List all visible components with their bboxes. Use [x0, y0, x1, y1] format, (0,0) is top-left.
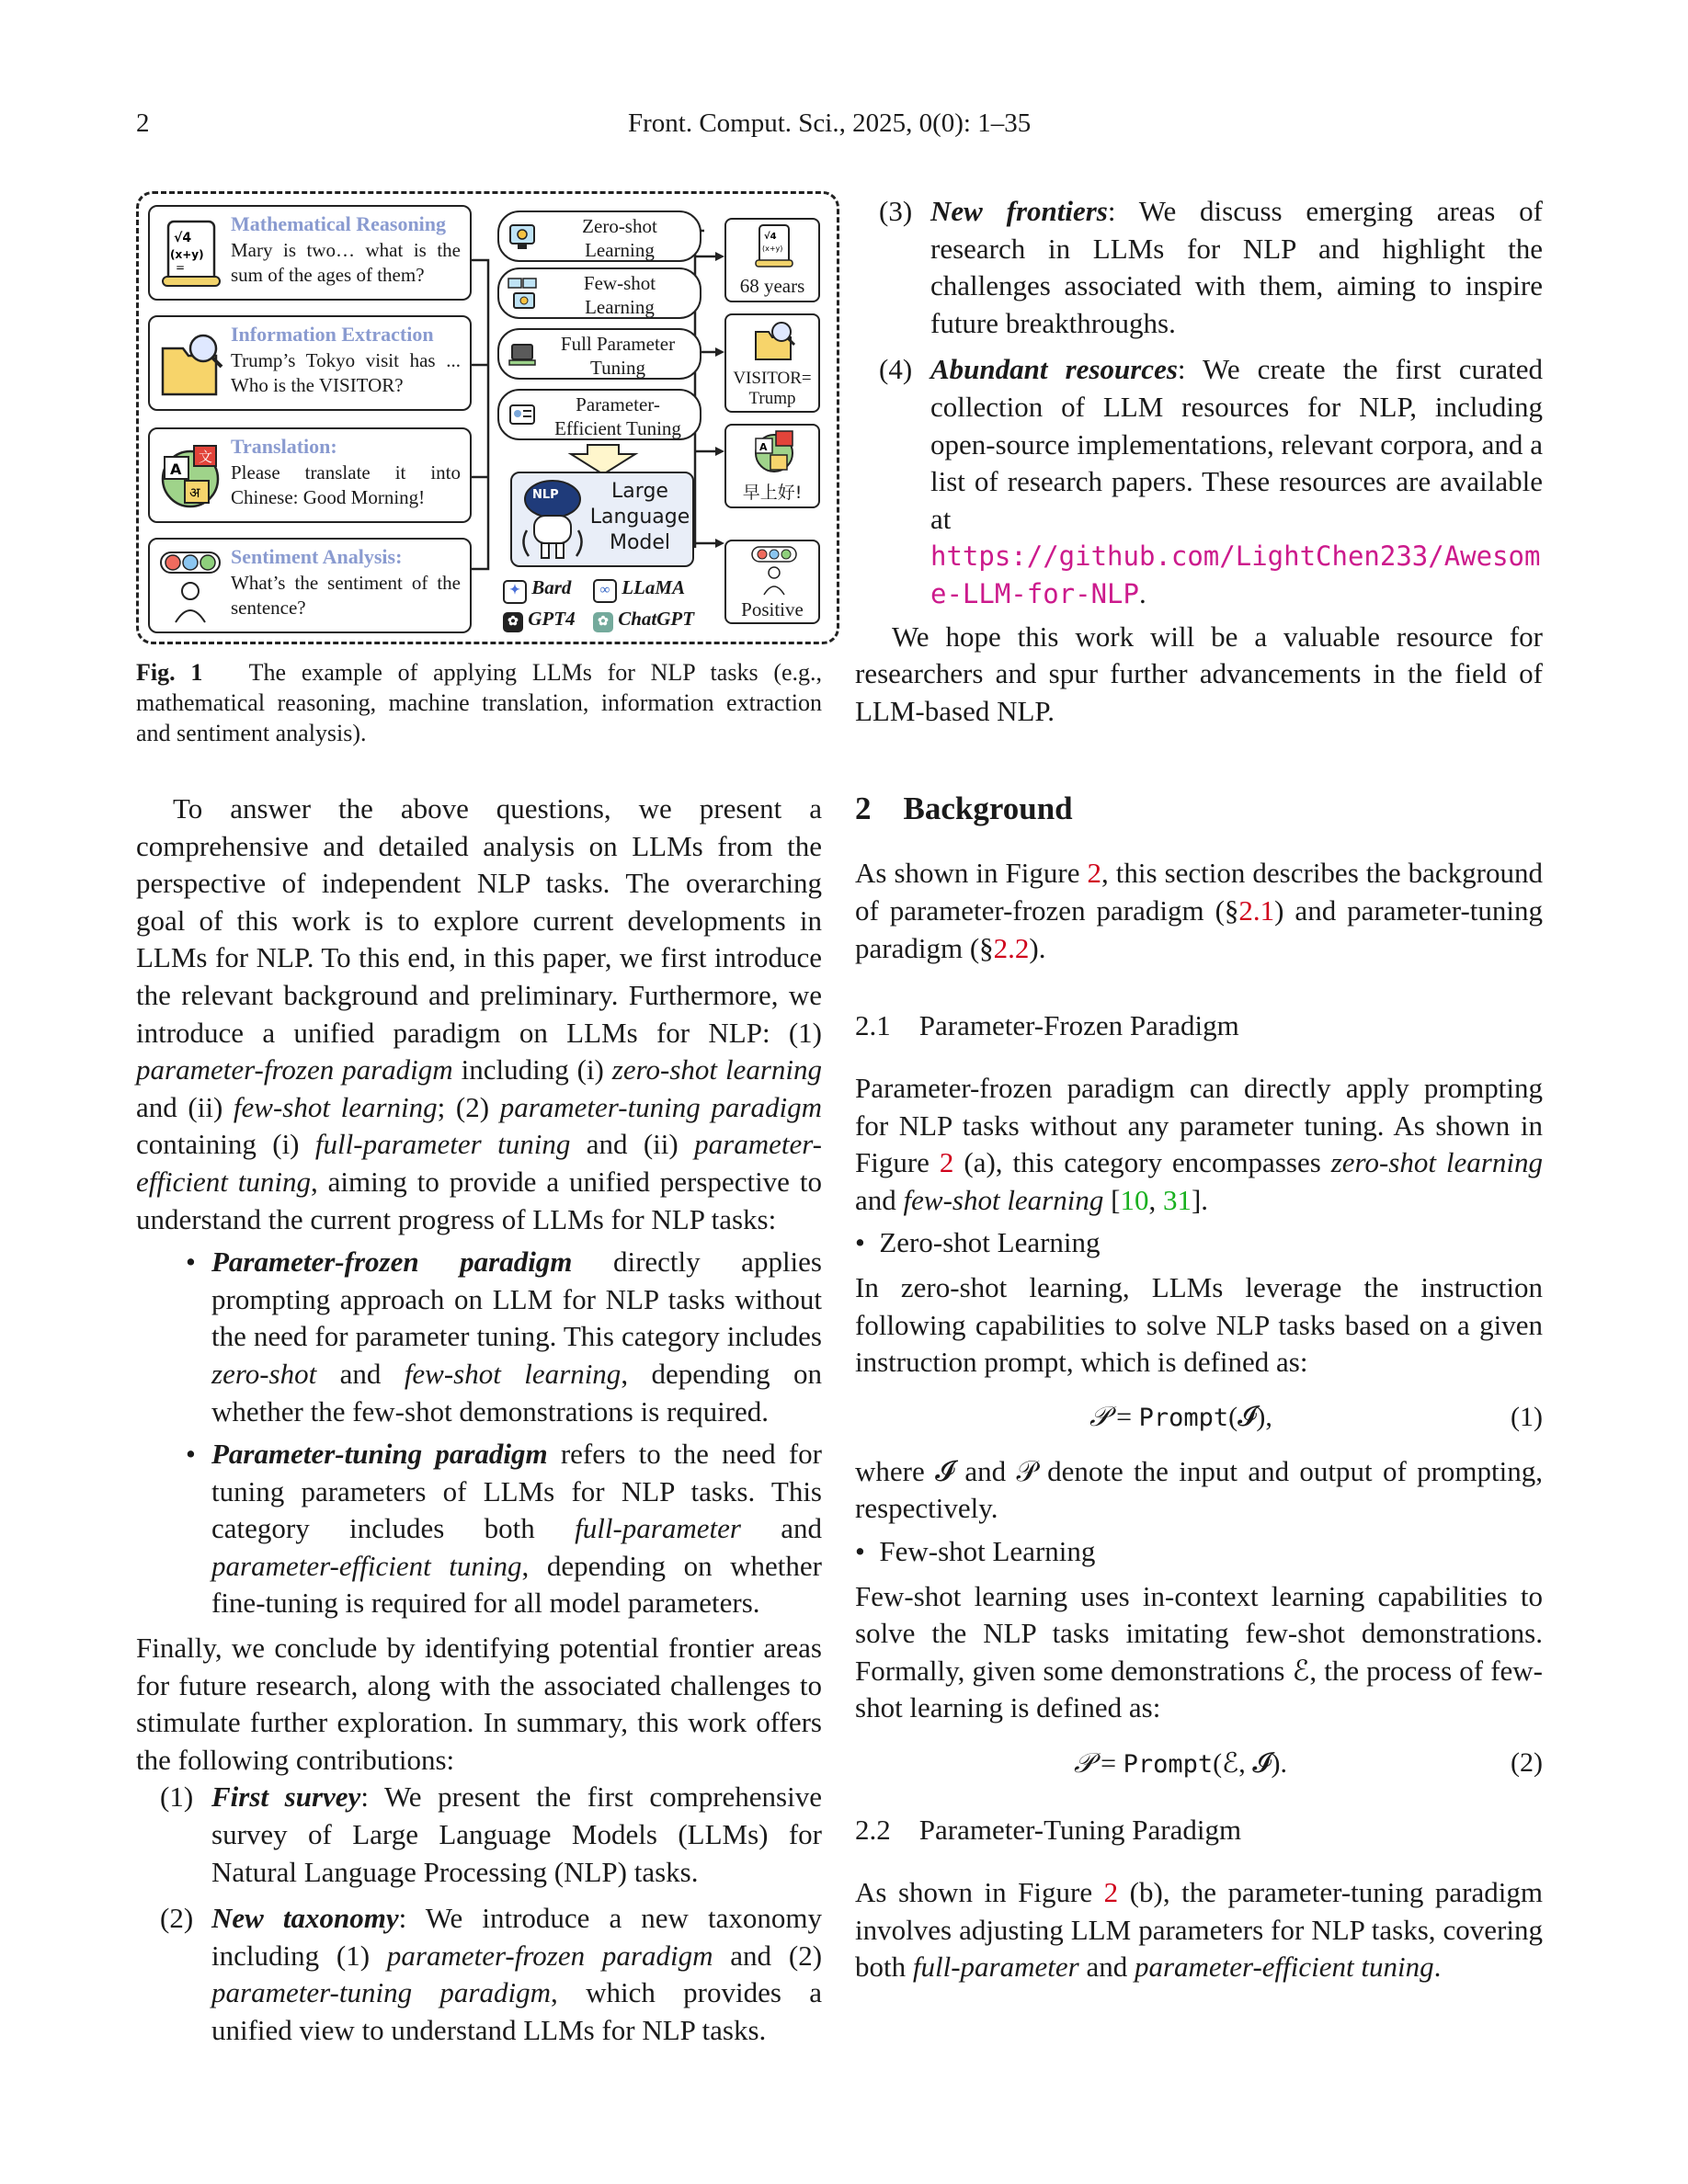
svg-text:√4: √4 [174, 231, 192, 245]
list-item: (3) New frontiers: We discuss emerging areas of research in LLMs for NLP and highlight the challenges associated with them, aiming to inspire future breakthroughs. [879, 195, 1543, 339]
conclusion-paragraph: Finally, we conclude by identifying potential frontier areas for future research, along with the associated challenges to stimulate further exploration. In summary, this work offers the following contributions: [136, 1632, 822, 1776]
subsection-heading: 2.2 Parameter-Tuning Paradigm [855, 1814, 1242, 1846]
id-card-icon [508, 402, 536, 429]
task-math [148, 205, 472, 301]
llm-badge: NLP [532, 488, 559, 502]
page-number: 2 [136, 108, 150, 138]
task-title: Information Extraction [231, 323, 434, 346]
task-translation [148, 427, 472, 523]
output-sentiment [724, 540, 820, 624]
svg-text:अ: अ [189, 484, 200, 501]
task-text: Please translate it into Chinese: Good Morning! [231, 461, 461, 508]
list-item: (2) New taxonomy: We introduce a new taxonomy including (1) parameter-frozen paradigm and (2) parameter-tuning paradigm, which provides a unified view to understand LLMs for NLP tasks. [160, 1902, 823, 2046]
laptop-icon [508, 341, 536, 369]
paradigm-label: Zero-shot Learning [582, 215, 657, 261]
model-name: ChatGPT [618, 608, 695, 630]
intro-paragraph: To answer the above questions, we present a comprehensive and detailed analysis on LLMs from the perspective of independent NLP tasks. The overarching goal of this work is to explore current developments in LLMs for NLP. To this end, in this paper, we first introduce the relevant background and preliminary. Furthermore, we introduce a unified paradigm on LLMs for NLP: (1) parameter-frozen paradigm including (i) zero-shot learning and (ii) few-shot learning; (2) parameter-tuning paradigm containing (i) full-parameter tuning and (ii) parameter-efficient tuning, aiming to provide a unified perspective to understand the current progress of LLMs for NLP tasks: [136, 792, 822, 1235]
figure-1 [136, 191, 839, 644]
equation-1: 𝒫 = Prompt(𝓘), (1) [1089, 1401, 1543, 1432]
llama-icon: ∞ [593, 579, 617, 603]
github-link-cont[interactable]: e-LLM-for-NLP [930, 577, 1139, 609]
model-name: GPT4 [528, 608, 576, 630]
translate-icon [157, 440, 223, 514]
running-header: Front. Comput. Sci., 2025, 0(0): 1–35 [628, 108, 1032, 138]
figure-ref[interactable]: 2 [939, 1146, 954, 1179]
llm-label-line: Language [589, 506, 690, 529]
contributions-list [136, 1779, 822, 2049]
math-scroll-icon [157, 218, 223, 291]
hope-paragraph: We hope this work will be a valuable resource for researchers and spur further advancements in the field of LLM-based NLP. [855, 620, 1543, 727]
emotion-faces-icon [750, 545, 798, 597]
model-gpt4 [503, 608, 576, 632]
llm-label-line: Model [609, 531, 671, 554]
task-text: What’s the sentiment of the sentence? [231, 572, 461, 619]
emotion-faces-icon [157, 547, 223, 626]
contributions-list-cont [855, 193, 1543, 613]
frozen-paragraph: Parameter-frozen paradigm can directly apply prompting for NLP tasks without any parameter tuning. As shown in Figure 2 (a), this category encompasses zero-shot learning and few-shot learning [10, 31]. [855, 1072, 1543, 1216]
paradigm-efficient-tuning [497, 389, 701, 440]
equation-number: (2) [1511, 1747, 1543, 1778]
svg-text:A: A [759, 441, 768, 453]
output-label: 早上好! [742, 483, 803, 503]
svg-text:√4: √4 [764, 232, 777, 242]
translate-icon [752, 429, 796, 473]
list-item: (4) Abundant resources: We create the first curated collection of LLM resources for NLP, including open-source implementations, relevant corpora, and a list of research papers. These resources are available at https://github.com/LightChen233/Awesom e-LLM-for-NLP. [879, 353, 1543, 609]
zero-shot-paragraph: In zero-shot learning, LLMs leverage the instruction following capabilities to solve NLP tasks based on a given instruction prompt, which is defined as: [855, 1271, 1543, 1379]
caption-text: The example of applying LLMs for NLP tasks (e.g., mathematical reasoning, machine translation, information extraction and sentiment analysis). [136, 659, 823, 746]
citation[interactable]: 31 [1162, 1183, 1192, 1216]
section-ref[interactable]: 2.2 [993, 931, 1030, 964]
model-name: Bard [531, 576, 572, 598]
task-title: Translation: [231, 435, 337, 458]
paradigm-label: Parameter-Efficient Tuning [554, 393, 681, 439]
section-heading: 2 Background [855, 791, 1073, 827]
task-title: Sentiment Analysis: [231, 545, 403, 568]
output-math [724, 218, 820, 302]
output-label: Positive [741, 598, 804, 620]
math-scroll-icon [754, 223, 794, 269]
svg-text:A: A [170, 461, 182, 478]
bard-icon: ✦ [503, 580, 527, 604]
section-ref[interactable]: 2.1 [1238, 893, 1275, 927]
paradigm-label: Few-shot Learning [583, 272, 656, 318]
model-name: LLaMA [622, 576, 686, 598]
output-extraction [724, 313, 820, 413]
folder-search-icon [157, 328, 223, 402]
output-label: 68 years [739, 275, 805, 297]
paradigm-label: Full Parameter Tuning [560, 333, 676, 379]
model-chatgpt [593, 608, 694, 632]
figure-ref[interactable]: 2 [1087, 857, 1102, 890]
background-paragraph: As shown in Figure 2, this section describes the background of parameter-frozen paradigm (§2.1) and parameter-tuning paradigm (§2.2). [855, 857, 1543, 964]
citation[interactable]: 10 [1120, 1183, 1149, 1216]
folder-search-icon [752, 319, 796, 361]
figure-ref[interactable]: 2 [1103, 1876, 1119, 1908]
few-shot-bullet: • Few-shot Learning [855, 1535, 1096, 1568]
svg-text:(x+y): (x+y) [170, 248, 204, 261]
gear-monitor-icon [508, 223, 536, 251]
equation-number: (1) [1511, 1401, 1543, 1432]
output-translation [724, 424, 820, 508]
paradigm-full-tuning [497, 328, 701, 380]
openai-icon: ✿ [503, 612, 523, 632]
left-column [136, 791, 822, 2059]
equation-2: 𝒫 = Prompt(ℰ, 𝓘). (2) [1074, 1747, 1543, 1779]
multi-monitor-icon [507, 277, 543, 313]
list-item: • Parameter-tuning paradigm refers to the need for tuning parameters of LLMs for NLP tasks. This category includes both full-parameter and parameter-efficient tuning, depending on whether fine-tuning is required for all model parameters. [186, 1438, 823, 1620]
subsection-heading: 2.1 Parameter-Frozen Paradigm [855, 1009, 1239, 1042]
list-item: • Parameter-frozen paradigm directly applies prompting approach on LLM for NLP tasks without the need for parameter tuning. This category includes zero-shot and few-shot learning, depending on whether the few-shot demonstrations is required. [186, 1246, 822, 1428]
tuning-paragraph: As shown in Figure 2 (b), the parameter-tuning paradigm involves adjusting LLM parameters for NLP tasks, covering both full-parameter and parameter-efficient tuning. [855, 1876, 1543, 1984]
svg-text:文: 文 [199, 449, 213, 465]
zero-shot-bullet: • Zero-shot Learning [855, 1226, 1101, 1259]
task-text: Mary is two… what is the sum of the ages of them? [231, 239, 461, 286]
output-label: Trump [748, 389, 796, 408]
llm-label [589, 479, 690, 556]
where-paragraph: where 𝓘 and 𝒫 denote the input and output of prompting, respectively. [855, 1454, 1543, 1525]
figure-caption [136, 657, 822, 748]
llm-box [510, 472, 694, 567]
model-llama [593, 576, 685, 603]
task-extraction [148, 315, 472, 411]
list-item: (1) First survey: We present the first comprehensive survey of Large Language Models (LLMs) for Natural Language Processing (NLP) tasks. [160, 1780, 822, 1888]
github-link[interactable]: https://github.com/LightChen233/Awesom [930, 540, 1541, 573]
task-title: Mathematical Reasoning [231, 212, 447, 235]
task-sentiment [148, 538, 472, 633]
task-text: Trump’s Tokyo visit has ... Who is the VISITOR? [231, 349, 461, 396]
llm-label-line: Large [611, 480, 668, 503]
model-bard [503, 576, 571, 604]
paradigm-zero-shot [497, 210, 701, 262]
svg-text:(x+y): (x+y) [762, 245, 783, 253]
paradigm-few-shot [497, 267, 701, 319]
right-column [855, 193, 1543, 1986]
svg-text:=: = [176, 261, 186, 274]
caption-label: Fig. 1 [136, 659, 203, 686]
paradigm-bullets [136, 1244, 822, 1622]
few-shot-paragraph: Few-shot learning uses in-context learning capabilities to solve the NLP tasks imitating few-shot demonstrations. Formally, given some demonstrations ℰ, the process of few-shot learning is defined as: [855, 1579, 1543, 1724]
chatgpt-icon: ✿ [593, 612, 613, 632]
output-label: VISITOR= [733, 369, 812, 388]
